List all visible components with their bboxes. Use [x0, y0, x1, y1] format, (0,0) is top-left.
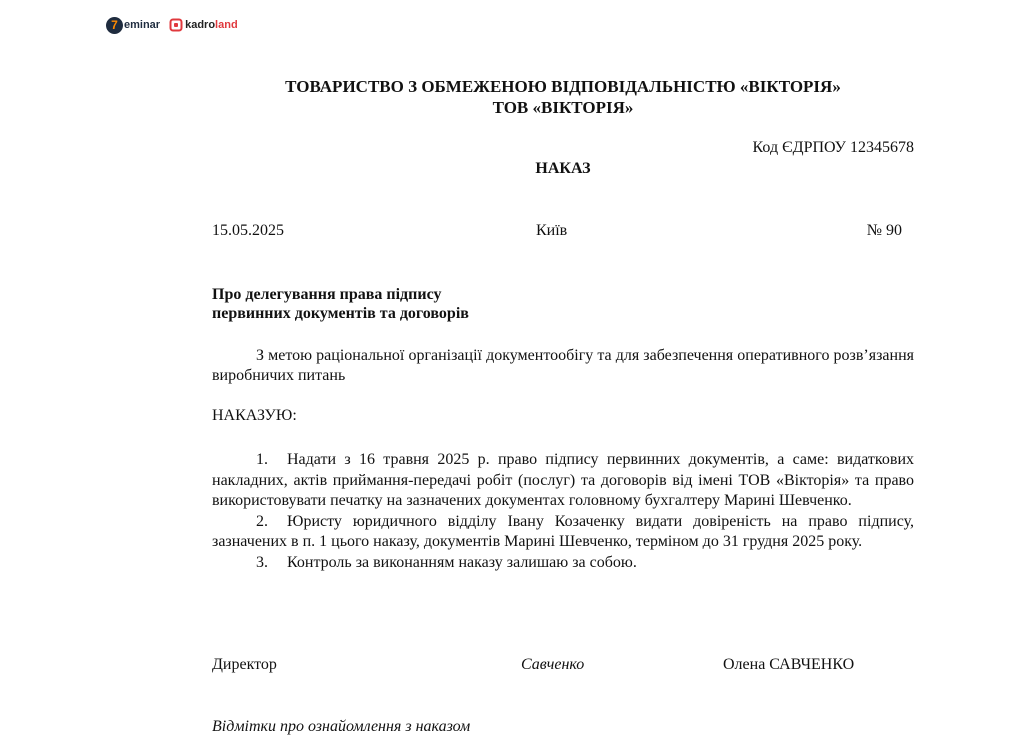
seminar-logo-icon: 7: [106, 17, 123, 34]
order-item-number: 3.: [256, 553, 268, 571]
signer-name: Олена САВЧЕНКО: [723, 656, 855, 673]
order-subject-line: Про делегування права підпису: [212, 286, 442, 303]
order-item-number: 2.: [256, 512, 268, 530]
order-item: [212, 450, 914, 512]
order-item-text: Надати з 16 травня 2025 р. право підпису первинних документів, а саме: видаткових накладних, актів приймання-передачі робіт (послуг) та договорів від імені ТОВ «Вікторія» та право використовувати печатку на зазначених документах головному бухгалтеру Марині Шевченко.: [212, 451, 914, 509]
acknowledgement-note: Відмітки про ознайомлення з наказом: [212, 718, 471, 735]
signer-signature: Савченко: [521, 656, 585, 673]
edrpou-code: Код ЄДРПОУ 12345678: [752, 139, 914, 156]
order-subject-line: первинних документів та договорів: [212, 305, 469, 322]
order-item-text: Контроль за виконанням наказу залишаю за собою.: [287, 553, 637, 571]
order-item: [212, 553, 914, 574]
kadroland-logo-icon: [169, 18, 183, 32]
header-logos: [106, 14, 238, 36]
document-type-title: НАКАЗ: [535, 160, 591, 177]
kadroland-logo-text: kadroland: [185, 19, 238, 31]
organization-short-name: ТОВ «ВІКТОРІЯ»: [492, 98, 634, 117]
organization-full-name: ТОВАРИСТВО З ОБМЕЖЕНОЮ ВІДПОВІДАЛЬНІСТЮ «ВІКТОРІЯ»: [285, 77, 841, 96]
order-date: 15.05.2025: [212, 222, 284, 239]
order-item-text: Юристу юридичного відділу Івану Козаченку видати довіреність на право підпису, зазначених в п. 1 цього наказу, документів Марині Шевченко, терміном до 31 грудня 2025 року.: [212, 512, 914, 550]
order-item: [212, 512, 914, 553]
organization-name: [212, 76, 914, 118]
order-items-list: [212, 450, 914, 573]
order-directive-word: НАКАЗУЮ:: [212, 407, 297, 424]
signer-position: Директор: [212, 656, 277, 673]
seminar-logo-text: eminar: [124, 19, 161, 31]
order-item-number: 1.: [256, 451, 268, 468]
order-number: № 90: [866, 222, 902, 239]
order-subject: [212, 285, 469, 323]
order-preamble: З метою раціональної організації документообігу та для забезпечення оперативного розв’язання виробничих питань: [212, 347, 914, 384]
order-city: Київ: [536, 222, 568, 239]
